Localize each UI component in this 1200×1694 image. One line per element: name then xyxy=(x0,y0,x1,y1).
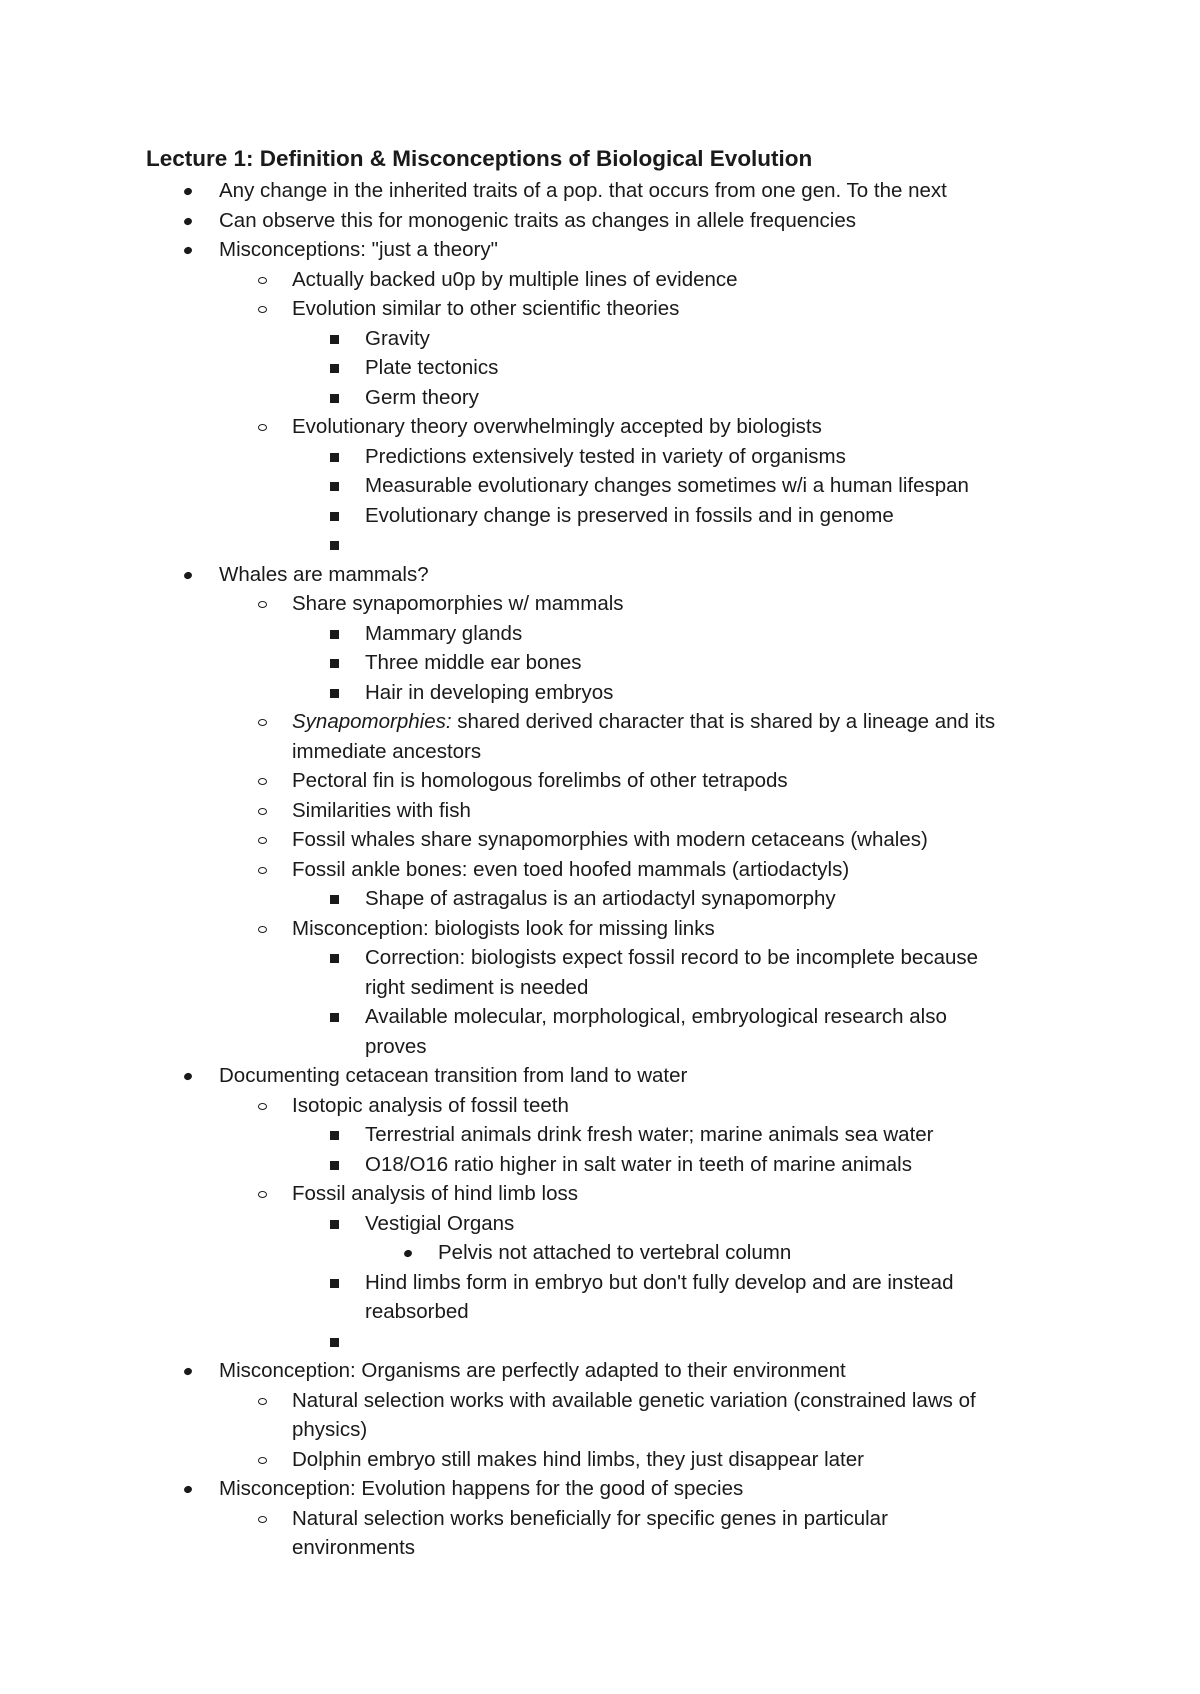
list-item xyxy=(292,1504,888,1534)
filled-circle-bullet-icon xyxy=(183,570,193,579)
square-bullet-icon xyxy=(330,659,339,668)
square-bullet-icon xyxy=(330,1013,339,1022)
hollow-circle-bullet-icon xyxy=(258,1191,267,1198)
list-item-text: Predictions extensively tested in variety of organisms xyxy=(365,444,846,468)
hollow-circle-bullet-icon xyxy=(258,1457,267,1464)
list-item-text: Dolphin embryo still makes hind limbs, they just disappear later xyxy=(292,1447,864,1471)
list-item-continuation xyxy=(365,1297,469,1327)
square-bullet-icon xyxy=(330,630,339,639)
list-item-text: Measurable evolutionary changes sometimes w/i a human lifespan xyxy=(365,474,969,497)
list-item-text: Vestigial Organs xyxy=(365,1211,515,1235)
list-item-text: right sediment is needed xyxy=(365,975,589,999)
list-item-text: Mammary glands xyxy=(365,621,523,645)
list-item xyxy=(292,412,822,442)
list-item xyxy=(292,294,679,324)
hollow-circle-bullet-icon xyxy=(258,1516,267,1523)
hollow-circle-bullet-icon xyxy=(258,277,267,284)
hollow-circle-bullet-icon xyxy=(258,837,267,844)
list-item-text: Plate tectonics xyxy=(365,356,499,379)
list-item-text: Evolutionary theory overwhelmingly accepted by biologists xyxy=(292,415,822,438)
filled-circle-bullet-icon xyxy=(183,246,193,255)
filled-circle-bullet-icon xyxy=(183,1072,193,1081)
list-item xyxy=(219,176,947,206)
list-item xyxy=(292,1386,976,1416)
list-item xyxy=(219,206,856,236)
list-item-continuation xyxy=(365,973,588,1003)
term-label: Synapomorphies: xyxy=(292,710,452,733)
list-item xyxy=(365,1268,953,1298)
filled-circle-bullet-icon xyxy=(183,216,193,225)
list-item xyxy=(219,1061,687,1091)
list-item xyxy=(438,1238,791,1268)
list-item-text: proves xyxy=(365,1034,427,1058)
list-item-text: Fossil whales share synapomorphies with modern cetaceans (whales) xyxy=(292,828,928,851)
square-bullet-icon xyxy=(330,453,339,462)
list-item xyxy=(365,1209,514,1239)
list-item-text: Any change in the inherited traits of a pop. that occurs from one gen. To the next xyxy=(219,179,947,202)
square-bullet-icon xyxy=(330,1338,339,1347)
square-bullet-icon xyxy=(330,482,339,491)
list-item xyxy=(365,442,846,472)
list-item xyxy=(365,1002,947,1032)
list-item xyxy=(292,825,928,855)
list-item-text: Pelvis not attached to vertebral column xyxy=(438,1241,792,1264)
list-item-text: Similarities with fish xyxy=(292,798,471,822)
list-item-text: Whales are mammals? xyxy=(219,562,429,586)
list-item-text: Evolutionary change is preserved in fossils and in genome xyxy=(365,503,894,527)
square-bullet-icon xyxy=(330,895,339,904)
list-item xyxy=(219,1474,743,1504)
list-item xyxy=(365,678,613,708)
list-item xyxy=(365,648,582,678)
hollow-circle-bullet-icon xyxy=(258,808,267,815)
square-bullet-icon xyxy=(330,1131,339,1140)
list-item-text: Natural selection works with available genetic variation (constrained laws of xyxy=(292,1388,976,1412)
list-item-continuation xyxy=(292,1533,415,1563)
list-item xyxy=(365,471,969,501)
square-bullet-icon xyxy=(330,364,339,373)
square-bullet-icon xyxy=(330,1220,339,1229)
list-item xyxy=(365,501,894,531)
list-item-text: Documenting cetacean transition from land to water xyxy=(219,1064,688,1087)
hollow-circle-bullet-icon xyxy=(258,601,267,608)
list-item-text: environments xyxy=(292,1536,416,1559)
list-item-text: immediate ancestors xyxy=(292,739,482,763)
list-item xyxy=(292,914,715,944)
list-item-text: Hair in developing embryos xyxy=(365,680,614,704)
hollow-circle-bullet-icon xyxy=(258,719,267,726)
filled-circle-bullet-icon xyxy=(183,187,193,196)
square-bullet-icon xyxy=(330,394,339,403)
list-item-text: O18/O16 ratio higher in salt water in teeth of marine animals xyxy=(365,1152,912,1176)
hollow-circle-bullet-icon xyxy=(258,424,267,431)
square-bullet-icon xyxy=(330,1161,339,1170)
list-item-text: Pectoral fin is homologous forelimbs of other tetrapods xyxy=(292,769,788,792)
list-item-text: Terrestrial animals drink fresh water; marine animals sea water xyxy=(365,1123,934,1146)
list-item xyxy=(365,324,430,354)
list-item xyxy=(365,1150,912,1180)
list-item-text: Share synapomorphies w/ mammals xyxy=(292,592,624,615)
list-item-text: Correction: biologists expect fossil record to be incomplete because xyxy=(365,946,979,969)
list-item xyxy=(292,707,995,737)
hollow-circle-bullet-icon xyxy=(258,1103,267,1110)
hollow-circle-bullet-icon xyxy=(258,1398,267,1405)
list-item-text: Misconception: Organisms are perfectly adapted to their environment xyxy=(219,1359,846,1382)
list-item xyxy=(365,1120,934,1150)
list-item-text: Actually backed u0p by multiple lines of evidence xyxy=(292,267,738,291)
list-item xyxy=(365,619,522,649)
list-item-text: Available molecular, morphological, embryological research also xyxy=(365,1005,947,1028)
list-item-text: reabsorbed xyxy=(365,1300,469,1323)
filled-circle-bullet-icon xyxy=(403,1249,413,1258)
page-title: Lecture 1: Definition & Misconceptions of Biological Evolution xyxy=(146,146,813,171)
filled-circle-bullet-icon xyxy=(183,1367,193,1376)
list-item xyxy=(292,766,788,796)
list-item xyxy=(219,560,429,590)
list-item xyxy=(292,589,624,619)
list-item xyxy=(365,383,479,413)
square-bullet-icon xyxy=(330,541,339,550)
list-item-text: Can observe this for monogenic traits as changes in allele frequencies xyxy=(219,208,856,232)
list-item-text: physics) xyxy=(292,1418,368,1441)
list-item-text: Three middle ear bones xyxy=(365,651,582,674)
list-item-text: Misconceptions: "just a theory" xyxy=(219,238,498,261)
list-item-text: Natural selection works beneficially for specific genes in particular xyxy=(292,1506,888,1530)
list-item xyxy=(365,353,498,383)
list-item xyxy=(292,265,738,295)
list-item-text: Hind limbs form in embryo but don't fully develop and are instead xyxy=(365,1270,954,1294)
list-item-continuation xyxy=(365,1032,427,1062)
list-item xyxy=(365,943,978,973)
list-item xyxy=(292,796,471,826)
list-item xyxy=(365,884,836,914)
list-item xyxy=(292,1091,569,1121)
hollow-circle-bullet-icon xyxy=(258,867,267,874)
square-bullet-icon xyxy=(330,512,339,521)
hollow-circle-bullet-icon xyxy=(258,306,267,313)
list-item xyxy=(292,855,849,885)
list-item-continuation xyxy=(292,1415,367,1445)
hollow-circle-bullet-icon xyxy=(258,778,267,785)
hollow-circle-bullet-icon xyxy=(258,926,267,933)
square-bullet-icon xyxy=(330,1279,339,1288)
list-item xyxy=(219,235,498,265)
filled-circle-bullet-icon xyxy=(183,1485,193,1494)
list-item-text: Gravity xyxy=(365,326,430,350)
list-item-text: Fossil ankle bones: even toed hoofed mammals (artiodactyls) xyxy=(292,857,850,881)
list-item-text: Misconception: Evolution happens for the good of species xyxy=(219,1477,744,1500)
square-bullet-icon xyxy=(330,954,339,963)
list-item-text: Isotopic analysis of fossil teeth xyxy=(292,1093,569,1117)
list-item-text: Germ theory xyxy=(365,385,479,409)
list-item-text: Fossil analysis of hind limb loss xyxy=(292,1182,578,1205)
list-item-text: Misconception: biologists look for missing links xyxy=(292,916,715,940)
list-item-text: shared derived character that is shared by a lineage and its xyxy=(451,710,996,733)
list-item-text: Evolution similar to other scientific theories xyxy=(292,297,680,320)
list-item-text: Shape of astragalus is an artiodactyl synapomorphy xyxy=(365,887,836,910)
square-bullet-icon xyxy=(330,335,339,344)
square-bullet-icon xyxy=(330,689,339,698)
list-item xyxy=(219,1356,846,1386)
list-item xyxy=(292,1179,578,1209)
list-item-continuation xyxy=(292,737,481,767)
list-item xyxy=(292,1445,864,1475)
